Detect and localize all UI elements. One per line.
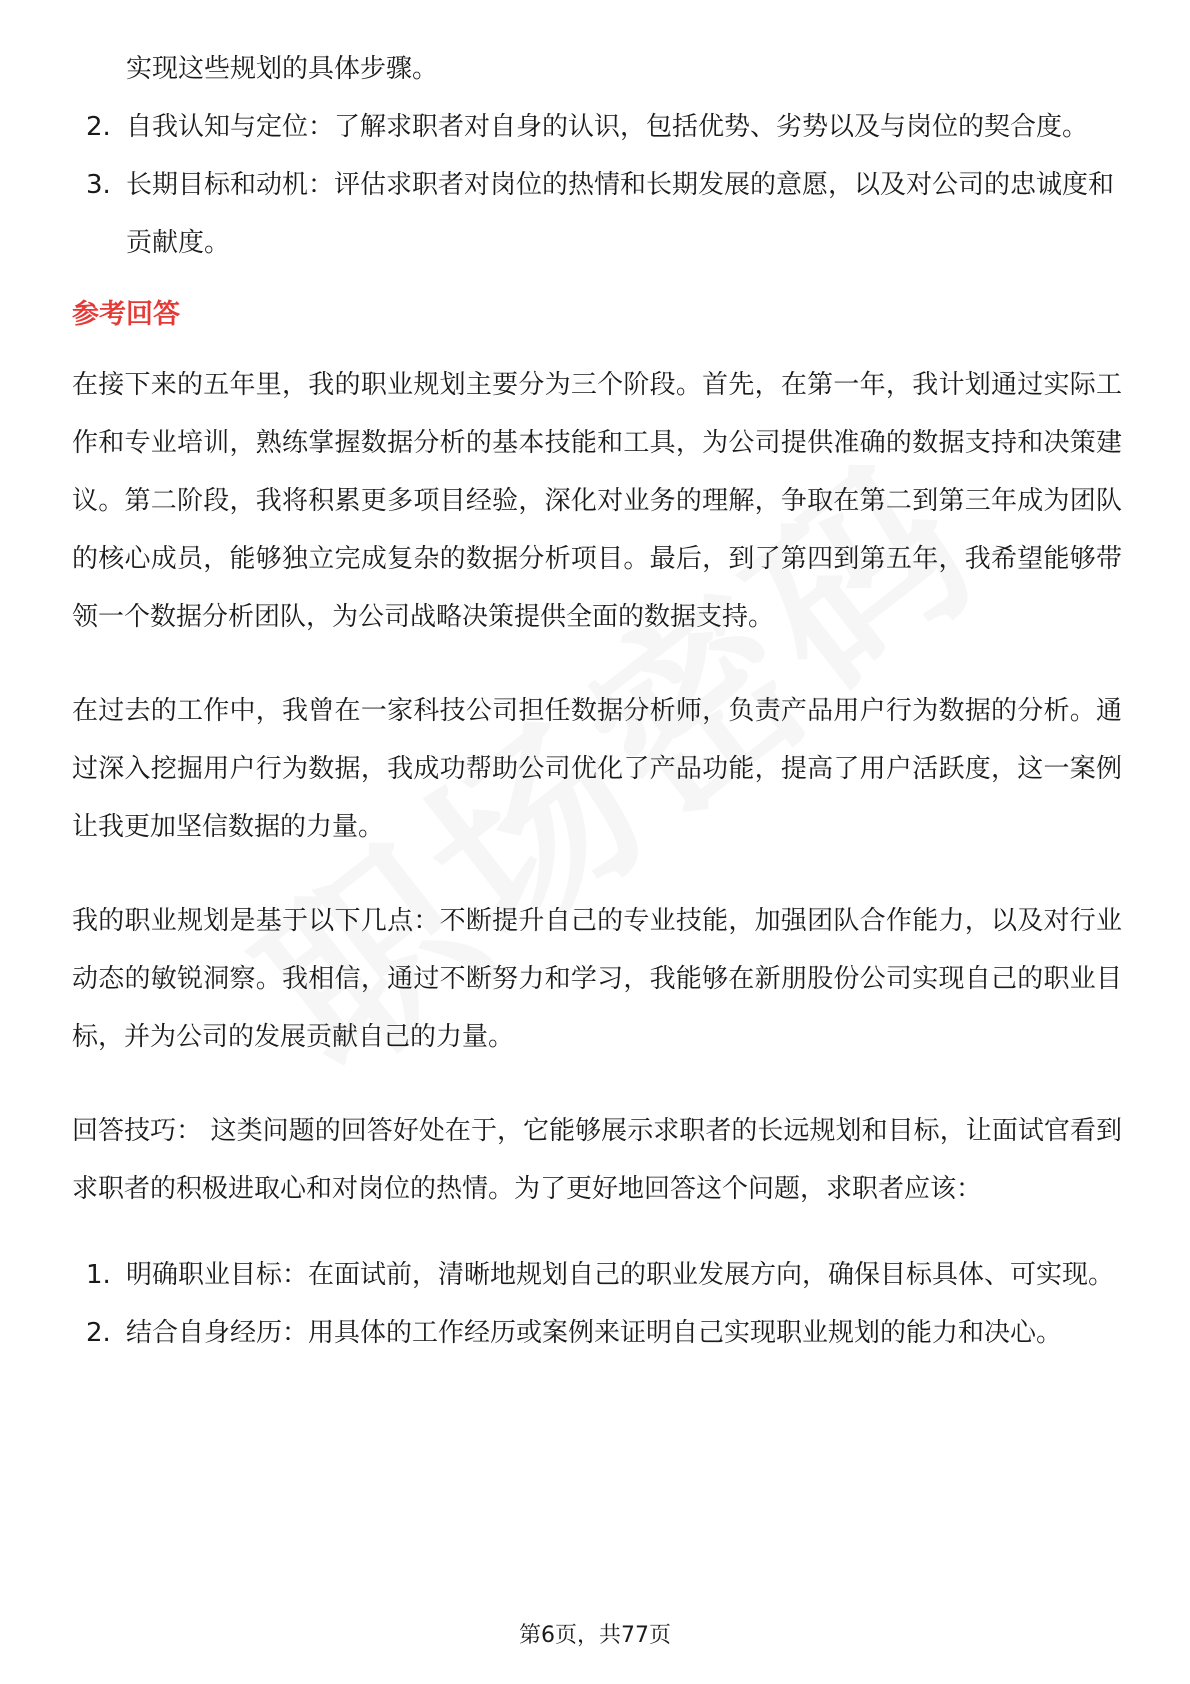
section-title: 参考回答: [72, 299, 180, 330]
list-number: 3.: [86, 170, 111, 200]
list-number: 2.: [86, 1318, 111, 1348]
answer-paragraph: 我的职业规划是基于以下几点：不断提升自己的专业技能，加强团队合作能力，以及对行业动态的敏锐洞察。我相信，通过不断努力和学习，我能够在新朋股份公司实现自己的职业目标，并为公司的发展贡献自己的力量。: [72, 906, 1122, 1052]
list-number: 1.: [86, 1260, 111, 1290]
page-content: [72, 40, 1122, 1362]
tips-list: [72, 1246, 1122, 1362]
page-footer: 第6页，共77页: [519, 1623, 671, 1648]
list-text: 实现这些规划的具体步骤。: [126, 54, 439, 84]
list-item: [72, 1246, 1122, 1304]
list-item: [72, 98, 1122, 156]
list-item: [72, 40, 1122, 98]
list-text: 自我认知与定位：了解求职者对自身的认识，包括优势、劣势以及与岗位的契合度。: [126, 112, 1089, 142]
list-text: 长期目标和动机：评估求职者对岗位的热情和长期发展的意愿，以及对公司的忠诚度和贡献度。: [126, 170, 1115, 258]
list-number: 2.: [86, 112, 111, 142]
criteria-list: [72, 40, 1122, 272]
answer-paragraph: 在过去的工作中，我曾在一家科技公司担任数据分析师，负责产品用户行为数据的分析。通过深入挖掘用户行为数据，我成功帮助公司优化了产品功能，提高了用户活跃度，这一案例让我更加坚信数据的力量。: [72, 696, 1122, 842]
list-text: 结合自身经历：用具体的工作经历或案例来证明自己实现职业规划的能力和决心。: [126, 1318, 1063, 1348]
tips-paragraph: 回答技巧： 这类问题的回答好处在于，它能够展示求职者的长远规划和目标，让面试官看到求职者的积极进取心和对岗位的热情。为了更好地回答这个问题，求职者应该：: [72, 1116, 1122, 1204]
list-text: 明确职业目标：在面试前，清晰地规划自己的职业发展方向，确保目标具体、可实现。: [126, 1260, 1115, 1290]
answer-paragraph: 在接下来的五年里，我的职业规划主要分为三个阶段。首先，在第一年，我计划通过实际工作和专业培训，熟练掌握数据分析的基本技能和工具，为公司提供准确的数据支持和决策建议。第二阶段，我将积累更多项目经验，深化对业务的理解，争取在第二到第三年成为团队的核心成员，能够独立完成复杂的数据分析项目。最后，到了第四到第五年，我希望能够带领一个数据分析团队，为公司战略决策提供全面的数据支持。: [72, 370, 1122, 632]
list-item: [72, 156, 1122, 272]
list-item: [72, 1304, 1122, 1362]
